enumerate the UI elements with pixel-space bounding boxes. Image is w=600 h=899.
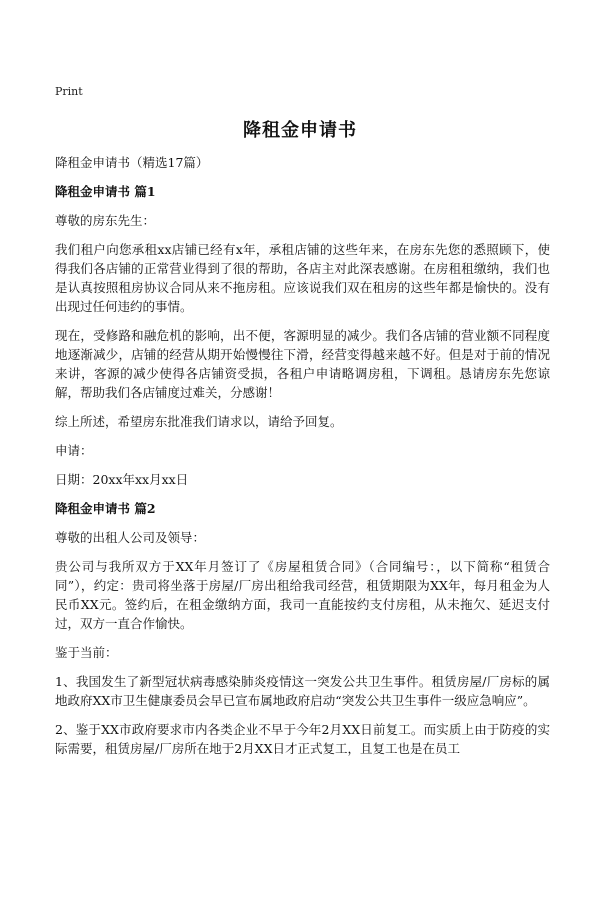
- paragraph: 我们租户向您承租xx店铺已经有x年，承租店铺的这些年来，在房东先您的悉照顾下，使得我们各店铺的正常营业得到了很的帮助，各店主对此深表感谢。在房租租缴纳，我们也是认真按照租房协议合同从来不拖房租。应该说我们双在租房的这些年都是愉快的。没有出现过任何违约的事情。: [55, 242, 550, 314]
- document-subtitle: 降租金申请书（精选17篇）: [55, 155, 209, 170]
- paragraph: 鉴于当前：: [55, 645, 118, 660]
- paragraph: 综上所述，希望房东批准我们请求以，请给予回复。: [55, 414, 343, 429]
- applicant-line: 申请：: [55, 443, 93, 458]
- date-line: 日期：20xx年xx月xx日: [55, 472, 189, 487]
- document-body: [55, 153, 550, 768]
- print-label: Print: [55, 85, 83, 98]
- paragraph: 贵公司与我所双方于XX年月签订了《房屋租赁合同》（合同编号：，以下简称“租赁合同”），约定：贵司将坐落于房屋/厂房出租给我司经营，租赁期限为XX年，每月租金为人民币XX元。签约后，在租金缴纳方面，我司一直能按约支付房租，从未拖欠、延迟支付过，双方一直合作愉快。: [55, 559, 550, 631]
- paragraph: 2、鉴于XX市政府要求市内各类企业不早于今年2月XX日前复工。而实质上由于防疫的实际需要，租赁房屋/厂房所在地于2月XX日才正式复工，且复工也是在员工: [55, 722, 550, 756]
- section-heading-1: 降租金申请书 篇1: [55, 184, 156, 199]
- salutation-1: 尊敬的房东先生：: [55, 213, 156, 228]
- section-heading-2: 降租金申请书 篇2: [55, 501, 156, 516]
- paragraph: 1、我国发生了新型冠状病毒感染肺炎疫情这一突发公共卫生事件。租赁房屋/厂房标的属地政府XX市卫生健康委员会早已宣布属地政府启动“突发公共卫生事件一级应急响应”。: [55, 674, 550, 708]
- paragraph: 现在，受修路和融危机的影响，出不便，客源明显的减少。我们各店铺的营业额不同程度地逐渐减少，店铺的经营从期开始慢慢往下滑，经营变得越来越不好。但是对于前的情况来讲，客源的减少使得各店铺资受损，各租户申请略调房租，下调租。恳请房东先您谅解，帮助我们各店铺度过难关，分感谢！: [55, 328, 550, 400]
- salutation-2: 尊敬的出租人公司及领导：: [55, 530, 206, 545]
- document-title: 降租金申请书: [243, 120, 357, 141]
